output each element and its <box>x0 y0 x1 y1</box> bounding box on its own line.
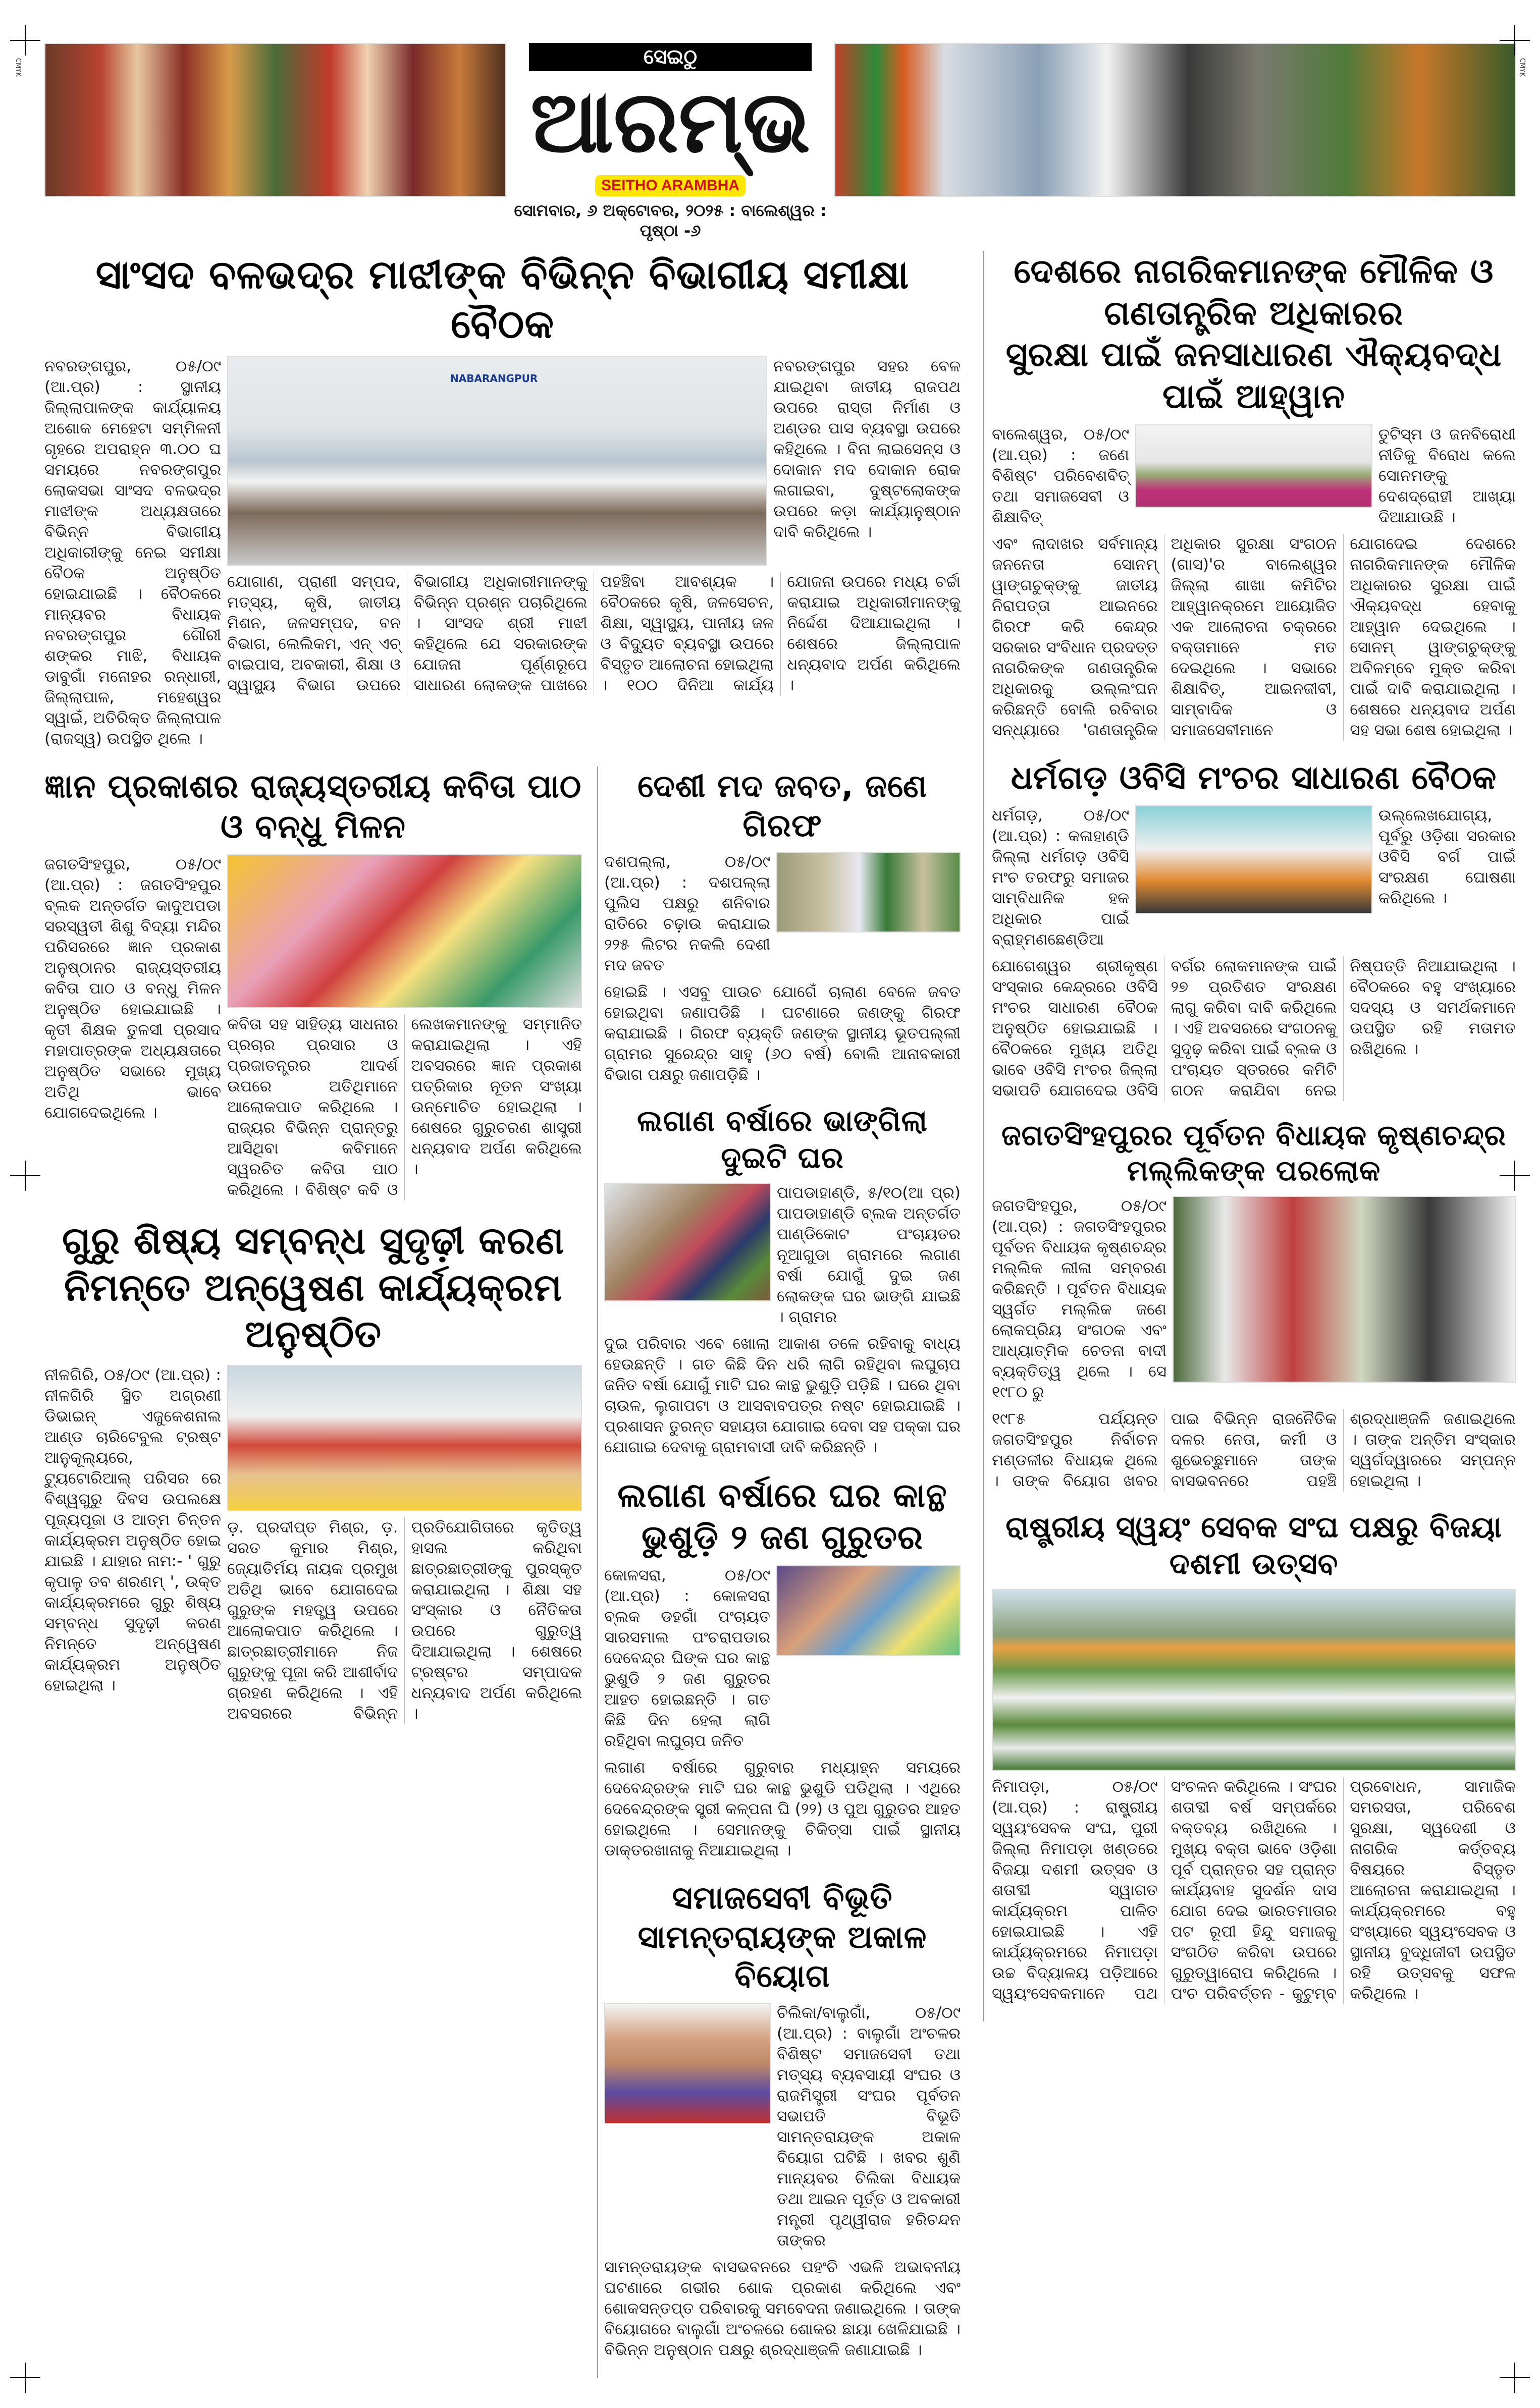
article-wall-collapse <box>604 1475 961 1861</box>
headline-rss-vijaya-dashami: ରାଷ୍ଟ୍ରୀୟ ସ୍ୱୟଂ ସେବକ ସଂଘ ପକ୍ଷରୁ ବିଜୟା ଦଶମୀ ଉତ୍ସବ <box>1005 1510 1502 1581</box>
article-body: ଧର୍ମଗଡ଼, ୦୫/୦୯ (ଆ.ପ୍ର) : କଳାହାଣ୍ଡି ଜିଲ୍ଲା ଧର୍ମଗଡ଼ ଓବିସି ମଂଚ ତରଫରୁ ସମାଜର ସାମ୍ବିଧାନିକ ହକ ଅଧିକାର ପାଇଁ ବ୍ରାହ୍ମଣଛେଣ୍ଡିଆ <box>992 806 1129 949</box>
photo-meeting <box>227 356 767 566</box>
photo-social-worker <box>604 2003 771 2124</box>
article-body: ଦଶପଲ୍ଲା, ୦୫/୦୯ (ଆ.ପ୍ର) : ଦଶପଲ୍ଲା ପୁଲିସ ପକ୍ଷରୁ ଶନିବାର ରାତିରେ ଚଢ଼ାଉ କରାଯାଇ ୨୨୫ ଲିଟର ନକଲି ଦେଶୀ ମଦ ଜବତ <box>604 853 770 974</box>
registration-mark <box>10 2363 40 2393</box>
headline-mp-review: ସାଂସଦ ବଳଭଦ୍ର ମାଝୀଙ୍କ ବିଭିନ୍ନ ବିଭାଗୀୟ ସମୀକ୍ଷା ବୈଠକ <box>95 252 910 347</box>
headline-democratic-rights-1: ଦେଶରେ ନାଗରିକମାନଙ୍କ ମୌଳିକ ଓ ଗଣତାନ୍ତ୍ରିକ ଅଧିକାରର <box>1014 252 1494 333</box>
registration-mark <box>10 25 40 56</box>
article-rss-vijaya-dashami <box>992 1509 1516 2004</box>
photo-collapsed-house <box>604 1183 771 1301</box>
registration-label: CMYK <box>14 58 22 77</box>
headline-former-mla: ଜଗତସିଂହପୁରର ପୂର୍ବତନ ବିଧାୟକ କୃଷ୍ଣଚନ୍ଦ୍ର ମଲ୍ଲିକଙ୍କ ପରଲୋକ <box>1001 1119 1507 1187</box>
photo-rss-gathering <box>992 1589 1516 1771</box>
headline-democratic-rights-2: ସୁରକ୍ଷା ପାଇଁ ଜନସାଧାରଣ ଐକ୍ୟବଦ୍ଧ ପାଇଁ ଆହ୍ୱାନ <box>1005 335 1502 416</box>
masthead-photo-left <box>44 43 506 197</box>
article-democratic-rights <box>992 251 1516 741</box>
article-body: ତୁଟିସ୍ମ ଓ ଜନବିରୋଧୀ ନୀତିକୁ ବିରୋଧ କଲେ ସୋନମଙ୍କୁ ଦେଶଦ୍ରୋହୀ ଆଖ୍ୟା ଦିଆଯାଉଛି । <box>1378 425 1516 526</box>
article-guru-shishya <box>44 1218 582 1724</box>
dateline: ସୋମବାର, ୬ ଅକ୍ଟୋବର, ୨୦୨୫ : ବାଲେଶ୍ୱର : ପୃଷ୍ଠା -୬ <box>514 201 827 240</box>
article-body: ଉଲ୍ଲେଖଯୋଗ୍ୟ, ପୂର୍ବରୁ ଓଡ଼ିଶା ସରକାର ଓବିସି ବର୍ଗ ପାଇଁ ସଂରକ୍ଷଣ ଘୋଷଣା କରିଥିଲେ । <box>1378 806 1516 907</box>
article-body: ଜଗତସିଂହପୁର, ୦୫/୦୯ (ଆ.ପ୍ର) : ଜଗତସିଂହପୁରର ପୂର୍ବତନ ବିଧାୟକ କୃଷ୍ଣଚନ୍ଦ୍ର ମଲ୍ଲିକ ଲୀଳା ସମ୍ବରଣ କରିଛନ୍ତି । ପୂର୍ବତନ ବିଧାୟକ ସ୍ୱର୍ଗତ ମଲ୍ଲିକ ଜଣେ ଲୋକପ୍ରିୟ ସଂଗଠକ ଏବଂ ଆଧ୍ୟାତ୍ମିକ ଚେତନା ବାଦୀ ବ୍ୟକ୍ତିତ୍ୱ ଥିଲେ । ସେ ୧୯୮୦ ରୁ <box>992 1197 1166 1401</box>
article-body: ଏବଂ ଲାଦାଖର ସର୍ବମାନ୍ୟ ଜନନେତା ସୋନମ୍ ୱାଙ୍ଗଚୁକ୍‌ଙ୍କୁ ଜାତୀୟ ନିରାପତ୍ତା ଆଇନରେ ଗିରଫ କରି କେନ୍ଦ୍ର ସରକାର ସଂବିଧାନ ପ୍ରଦତ୍ତ ନାଗରିକଙ୍କ ଗଣତାନ୍ତ୍ରିକ ଅଧିକାରକୁ ଉଲ୍ଲଂଘନ କରିଛନ୍ତି ବୋଲି ରବିବାର ସନ୍ଧ୍ୟାରେ 'ଗଣତାନ୍ତ୍ରିକ ଅଧିକାର ସୁରକ୍ଷା ସଂଗଠନ (ଗାସ)'ର ବାଲେଶ୍ୱର ଜିଲ୍ଲା ଶାଖା କମିଟିର ଆହ୍ୱାନକ୍ରମେ ଆୟୋଜିତ ଏକ ଆଲୋଚନା ଚକ୍ରରେ ବକ୍ତାମାନେ ମତ ଦେଇଥିଲେ । ସଭାରେ ଶିକ୍ଷାବିତ୍‌, ଆଇନଜୀବୀ, ସାମ୍ବାଦିକ ଓ ସମାଜସେବୀମାନେ ଯୋଗଦେଇ ଦେଶରେ ନାଗରିକମାନଙ୍କ ମୌଳିକ ଅଧିକାରର ସୁରକ୍ଷା ପାଇଁ ଐକ୍ୟବଦ୍ଧ ହେବାକୁ ଆହ୍ୱାନ ଦେଇଥିଲେ । ସୋନମ୍ ୱାଙ୍ଗଚୁକ୍‌ଙ୍କୁ ଅବିଳମ୍ବେ ମୁକ୍ତ କରିବା ପାଇଁ ଦାବି କରାଯାଇଥିଲା । ଶେଷରେ ଧନ୍ୟବାଦ ଅର୍ପଣ ସହ ସଭା ଶେଷ ହୋଇଥିଲା । <box>992 535 1516 739</box>
photo-injured-child <box>776 1565 961 1656</box>
registration-mark <box>1500 2363 1530 2393</box>
article-body: ଦୁଇ ପରିବାର ଏବେ ଖୋଲା ଆକାଶ ତଳେ ରହିବାକୁ ବାଧ୍ୟ ହେଉଛନ୍ତି । ଗତ କିଛି ଦିନ ଧରି ଲାଗି ରହିଥିବା ଲଘୁଚାପ ଜନିତ ବର୍ଷା ଯୋଗୁଁ ମାଟି ଘର କାନ୍ଥ ଭୁଶୁଡ଼ି ପଡ଼ିଛି । ଘରେ ଥିବା ଚାଉଳ, ଲୁଗାପଟା ଓ ଆସବାବପତ୍ର ନଷ୍ଟ ହୋଇଯାଇଛି । ପ୍ରଶାସନ ତୁରନ୍ତ ସହାୟତା ଯୋଗାଇ ଦେବା ସହ ପକ୍କା ଘର ଯୋଗାଇ ଦେବାକୁ ଗ୍ରାମବାସୀ ଦାବି କରିଛନ୍ତି । <box>604 1335 961 1456</box>
page-body <box>0 251 1540 2408</box>
article-body: ଜଗତସିଂହପୁର, ୦୫/୦୯ (ଆ.ପ୍ର) : ଜଗତସିଂହପୁର ବ୍ଲକ ଅନ୍ତର୍ଗତ କାଦୁଅପଡା ସରସ୍ୱତୀ ଶିଶୁ ବିଦ୍ୟା ମନ୍ଦିର ପରିସରରେ ଜ୍ଞାନ ପ୍ରକାଶ ଅନୁଷ୍ଠାନର ରାଜ୍ୟସ୍ତରୀୟ କବିତା ପାଠ ଓ ବନ୍ଧୁ ମିଳନ ଅନୁଷ୍ଠିତ ହୋଇଯାଇଛି । କୃତୀ ଶିକ୍ଷକ ତୁଳସୀ ପ୍ରସାଦ ମହାପାତ୍ରଙ୍କ ଅଧ୍ୟକ୍ଷତାରେ ଅନୁଷ୍ଠିତ ସଭାରେ ମୁଖ୍ୟ ଅତିଥି ଭାବେ ଯୋଗଦେଇଥିଲେ । <box>44 855 221 1122</box>
left-zone <box>44 251 961 2378</box>
registration-label: CMYK <box>1518 58 1526 77</box>
article-body: ଲଗାଣ ବର୍ଷାରେ ଗୁରୁବାର ମଧ୍ୟାହ୍ନ ସମୟରେ ଦେବେନ୍ଦ୍ରଙ୍କ ମାଟି ଘର କାନ୍ଥ ଭୁଶୁଡି ପଡିଥିଲା । ଏଥିରେ ଦେବେନ୍ଦ୍ରଙ୍କ ସ୍ତ୍ରୀ କଳ୍ପନା ଘି (୨୨) ଓ ପୁଅ ଗୁରୁତର ଆହତ ହୋଇଥିଲେ । ସେମାନଙ୍କୁ ଚିକିତ୍ସା ପାଇଁ ସ୍ଥାନୀୟ ଡାକ୍ତରଖାନାକୁ ନିଆଯାଇଥିଲା । <box>604 1759 961 1859</box>
article-rain-houses <box>604 1103 961 1458</box>
registration-mark <box>10 1161 40 1191</box>
article-body: ନବରଙ୍ଗପୁର, ୦୫/୦୯ (ଆ.ପ୍ର) : ସ୍ଥାନୀୟ ଜିଲ୍ଲାପାଳଙ୍କ କାର୍ଯ୍ୟାଳୟ ଅଶୋକ ମେହେଟା ସମ୍ମିଳନୀ ଗୃହରେ ଅପରାହ୍ନ ୩.୦୦ ଘ ସମୟରେ ନବରଙ୍ଗପୁର ଲୋକସଭା ସାଂସଦ ବଳଭଦ୍ର ମାଝୀଙ୍କ ଅଧ୍ୟକ୍ଷତାରେ ବିଭିନ୍ନ ବିଭାଗୀୟ ଅଧିକାରୀଙ୍କୁ ନେଇ ସମୀକ୍ଷା ବୈଠକ ଅନୁଷ୍ଠିତ ହୋଇଯାଇଛି । ବୈଠକରେ ମାନ୍ୟବର ବିଧାୟକ ନବରଙ୍ଗପୁର ଗୌରୀ ଶଙ୍କର ମାଝି, ବିଧାୟକ ଡାବୁଗାଁ ମନୋହର ରନ୍ଧାରୀ, ଜିଲ୍ଲାପାଳ, ମହେଶ୍ୱର ସ୍ୱାଇଁ, ଅତିରିକ୍ତ ଜିଲ୍ଲାପାଳ (ରାଜସ୍ୱ) ଉପସ୍ଥିତ ଥିଲେ । <box>44 357 221 748</box>
article-body: ବାଲେଶ୍ୱର, ୦୫/୦୯ (ଆ.ପ୍ର) : ଜଣେ ବିଶିଷ୍ଟ ପରିବେଶବିତ୍‌ ତଥା ସମାଜସେବୀ ଓ ଶିକ୍ଷାବିତ୍‌ <box>992 425 1129 526</box>
masthead-logo <box>511 43 829 241</box>
logo-title: ଆରମ୍ଭ <box>530 71 811 172</box>
photo-poetry-event <box>227 854 582 1008</box>
photo-former-mla <box>1173 1196 1516 1383</box>
photo-meeting-balasore <box>1135 424 1372 508</box>
photo-obc-meeting <box>1135 805 1372 914</box>
headline-guru-shishya-2: ନିମନ୍ତେ ଅନ୍ୱେଷଣ କାର୍ଯ୍ୟକ୍ରମ ଅନୁଷ୍ଠିତ <box>64 1266 563 1356</box>
article-body: ୧୯୮୫ ପର୍ଯ୍ୟନ୍ତ ଜଗତସିଂହପୁର ନିର୍ବାଚନ ମଣ୍ଡଳୀର ବିଧାୟକ ଥିଲେ । ତାଙ୍କ ବିୟୋଗ ଖବର ପାଇ ବିଭିନ୍ନ ରାଜନୈତିକ ଦଳର ନେତା, କର୍ମୀ ଓ ଶୁଭେଚ୍ଛୁମାନେ ତାଙ୍କ ବାସଭବନରେ ପହଞ୍ଚି ଶ୍ରଦ୍ଧାଞ୍ଜଳି ଜଣାଇଥିଲେ । ତାଙ୍କ ଅନ୍ତିମ ସଂସ୍କାର ସ୍ୱର୍ଗଦ୍ୱାରରେ ସମ୍ପନ୍ନ ହୋଇଥିଲା । <box>992 1410 1516 1490</box>
article-body: ନବରଙ୍ଗପୁର ସହର ବେଳ ଯାଇଥିବା ଜାତୀୟ ରାଜପଥ ଉପରେ ରାସ୍ତା ନିର୍ମାଣ ଓ ଅଣ୍ଡର ପାସ ବ୍ୟବସ୍ଥା ଉପରେ କହିଥିଲେ । ବିନା ଲାଇସେନ୍ସ ଓ ଦୋକାନ ମଦ ଦୋକାନ ରୋକ ଲଗାଇବା, ଦୁଷ୍ଟଲୋକଙ୍କ ଉପରେ କଡ଼ା କାର୍ଯ୍ୟାନୁଷ୍ଠାନ ଦାବି କରିଥିଲେ । <box>773 357 961 541</box>
photo-guru-event <box>227 1365 582 1511</box>
logo-english-badge: SEITHO ARAMBHA <box>595 175 746 196</box>
masthead <box>0 0 1540 251</box>
photo-police-arrest <box>776 852 961 933</box>
article-poetry-meet <box>44 767 582 1200</box>
article-body: ନୀଳଗିରି, ୦୫/୦୯ (ଆ.ପ୍ର) : ନୀଳଗିରି ସ୍ଥିତ ଅଗ୍ରଣୀ ଡିଭାଇନ୍ ଏଜୁକେଶନାଲ ଆଣ୍ଡ ଚାରିଟେବୁଲ ଟ୍ରଷ୍ଟ ଆନୁକୂଲ୍ୟରେ, ଟ୍ୟୁଟୋରିଆଲ୍ ପରିସର ରେ ବିଶ୍ୱଗୁରୁ ଦିବସ ଉପଲକ୍ଷେ ପୂଜ୍ୟପୂଜା ଓ ଆତ୍ମ ଚିନ୍ତନ କାର୍ଯ୍ୟକ୍ରମ ଅନୁଷ୍ଠିତ ହୋଇ ଯାଇଛି । ଯାହାର ନାମ:- ' ଗୁରୁ କୃପାଳୁ ତବ ଶରଣମ୍ ', ଉକ୍ତ କାର୍ଯ୍ୟକ୍ରମରେ ଗୁରୁ ଶିଷ୍ୟ ସମ୍ବନ୍ଧ ସୁଦୃଢ଼ୀ କରଣ ନିମନ୍ତେ ଅନ୍ୱେଷଣ କାର୍ଯ୍ୟକ୍ରମ ଅନୁଷ୍ଠିତ ହୋଇଥିଲା । <box>44 1365 221 1694</box>
headline-guru-shishya-1: ଗୁରୁ ଶିଷ୍ୟ ସମ୍ବନ୍ଧ ସୁଦୃଢ଼ୀ କରଣ <box>62 1219 565 1263</box>
headline-poetry-meet: ଜ୍ଞାନ ପ୍ରକାଶର ରାଜ୍ୟସ୍ତରୀୟ କବିତା ପାଠ ଓ ବନ୍ଧୁ ମିଳନ <box>44 768 582 846</box>
headline-obc-meeting: ଧର୍ମଗଡ଼ ଓବିସି ମଂଚର ସାଧାରଣ ବୈଠକ <box>1011 759 1497 797</box>
article-body: ଡ଼. ପ୍ରଦୀପ୍ତ ମିଶ୍ର, ଡ଼. ସରତ କୁମାର ମିଶ୍ର, ଜ୍ୟୋତିର୍ମୟ ନାୟକ ପ୍ରମୁଖ ଅତିଥି ଭାବେ ଯୋଗଦେଇ ଗୁରୁଙ୍କ ମହତ୍ତ୍ୱ ଉପରେ ଆଲୋକପାତ କରିଥିଲେ । ଛାତ୍ରଛାତ୍ରୀମାନେ ନିଜ ଗୁରୁଙ୍କୁ ପୂଜା କରି ଆଶୀର୍ବାଦ ଗ୍ରହଣ କରିଥିଲେ । ଏହି ଅବସରରେ ବିଭିନ୍ନ ପ୍ରତିଯୋଗିତାରେ କୃତିତ୍ୱ ହାସଲ କରିଥିବା ଛାତ୍ରଛାତ୍ରୀଙ୍କୁ ପୁରସ୍କୃତ କରାଯାଇଥିଲା । ଶିକ୍ଷା ସହ ସଂସ୍କାର ଓ ନୈତିକତା ଉପରେ ଗୁରୁତ୍ୱ ଦିଆଯାଇଥିଲା । ଶେଷରେ ଟ୍ରଷ୍ଟର ସମ୍ପାଦକ ଧନ୍ୟବାଦ ଅର୍ପଣ କରିଥିଲେ । <box>227 1518 582 1723</box>
headline-rain-houses: ଲଗାଣ ବର୍ଷାରେ ଭାଙ୍ଗିଲା ଦୁଇଟି ଘର <box>636 1104 928 1175</box>
article-body: ଯୋଗେଶ୍ୱର ଶ୍ରୀକୃଷ୍ଣ ସଂସ୍କାର କେନ୍ଦ୍ରରେ ଓବିସି ମଂଚର ସାଧାରଣ ବୈଠକ ଅନୁଷ୍ଠିତ ହୋଇଯାଇଛି । ବୈଠକରେ ମୁଖ୍ୟ ଅତିଥି ଭାବେ ଓବିସି ମଂଚର ଜିଲ୍ଲା ସଭାପତି ଯୋଗଦେଇ ଓବିସି ବର୍ଗର ଲୋକମାନଙ୍କ ପାଇଁ ୨୭ ପ୍ରତିଶତ ସଂରକ୍ଷଣ ଲାଗୁ କରିବା ଦାବି କରିଥିଲେ । ଏହି ଅବସରରେ ସଂଗଠନକୁ ସୁଦୃଢ଼ କରିବା ପାଇଁ ବ୍ଲକ ଓ ପଂଚାୟତ ସ୍ତରରେ କମିଟି ଗଠନ କରାଯିବା ନେଇ ନିଷ୍ପତ୍ତି ନିଆଯାଇଥିଲା । ବୈଠକରେ ବହୁ ସଂଖ୍ୟାରେ ସଦସ୍ୟ ଓ ସମର୍ଥକମାନେ ଉପସ୍ଥିତ ରହି ମତାମତ ରଖିଥିଲେ । <box>992 957 1516 1100</box>
registration-mark <box>1500 25 1530 56</box>
article-mp-review <box>44 251 961 749</box>
headline-liquor-seized: ଦେଶୀ ମଦ ଜବତ, ଜଣେ ଗିରଫ <box>638 768 927 844</box>
headline-social-worker-1: ସମାଜସେବୀ ବିଭୂତି <box>672 1879 893 1916</box>
article-body: କୋଳସରା, ୦୫/୦୯ (ଆ.ପ୍ର) : କୋଳସରା ବ୍ଲକ ଡହଗାଁ ପଂଚାୟତ ସାରସମାଲ ପଂଚରାପଡାର ଦେବେନ୍ଦ୍ର ଘିଙ୍କ ଘର କାନ୍ଥ ଭୁଶୁଡି ୨ ଜଣ ଗୁରୁତର ଆହତ ହୋଇଛନ୍ତି । ଗତ କିଛି ଦିନ ହେଲା ଲାଗି ରହିଥିବା ଲଘୁଚାପ ଜନିତ <box>604 1566 770 1750</box>
article-body: ଯୋଗାଣ, ପ୍ରାଣୀ ସମ୍ପଦ, ମତ୍ସ୍ୟ, କୃଷି, ଜାତୀୟ ମିଶନ, ଜଳସମ୍ପଦ, ବନ ବିଭାଗ, ଲେଲିକମ, ଏନ୍‌ ଏଚ୍‌ ବାଇପାସ, ଅବକାରୀ, ଶିକ୍ଷା ଓ ସ୍ୱାସ୍ଥ୍ୟ ବିଭାଗ ଉପରେ ବିଭାଗୀୟ ଅଧିକାରୀମାନଙ୍କୁ ବିଭିନ୍ନ ପ୍ରଶ୍ନ ପଚାରିଥିଲେ । ସାଂସଦ ଶ୍ରୀ ମାଝୀ କହିଥିଲେ ଯେ ସରକାରଙ୍କ ଯୋଜନା ପୂର୍ଣ୍ଣରୂପେ ସାଧାରଣ ଲୋକଙ୍କ ପାଖରେ ପହଞ୍ଚିବା ଆବଶ୍ୟକ । ବୈଠକରେ କୃଷି, ଜଳସେଚନ, ଶିକ୍ଷା, ସ୍ୱାସ୍ଥ୍ୟ, ପାନୀୟ ଜଳ ଓ ବିଦ୍ୟୁତ ବ୍ୟବସ୍ଥା ଉପରେ ବିସ୍ତୃତ ଆଲୋଚନା ହୋଇଥିଲା । ୧୦୦ ଦିନିଆ କାର୍ଯ୍ୟ ଯୋଜନା ଉପରେ ମଧ୍ୟ ଚର୍ଚ୍ଚା କରାଯାଇ ଅଧିକାରୀମାନଙ୍କୁ ନିର୍ଦ୍ଦେଶ ଦିଆଯାଇଥିଲା । ଶେଷରେ ଜିଲ୍ଲାପାଳ ଧନ୍ୟବାଦ ଅର୍ପଣ କରିଥିଲେ । <box>227 573 961 694</box>
registration-mark <box>1500 1161 1530 1191</box>
logo-prefix-bar: ସେଇଠୁ <box>529 43 812 71</box>
article-body: ହୋଇଛି । ଏସବୁ ପାଉଚ ଯୋଗେଁ ଚାଲାଣ ବେଳେ ଜବତ ହୋଇଥିବା ଜଣାପଡିଛି । ଘଟଣାରେ ଜଣଙ୍କୁ ଗିରଫ କରାଯାଇଛି । ଗିରଫ ବ୍ୟକ୍ତି ଜଣଙ୍କ ସ୍ଥାନୀୟ ଭୂତପଲ୍ଲୀ ଗ୍ରାମର ସୁରେନ୍ଦ୍ର ସାହୁ (୬୦ ବର୍ଷ) ବୋଲି ଆନାବକାରୀ ବିଭାଗ ପକ୍ଷରୁ ଜଣାପଡ଼ିଛି । <box>604 983 961 1084</box>
left-subcolumn <box>44 767 582 1741</box>
article-body: କବିତା ସହ ସାହିତ୍ୟ ସାଧନାର ପ୍ରଚାର ପ୍ରସାର ଓ ପ୍ରଜାତନ୍ତ୍ରର ଆଦର୍ଶ ଉପରେ ଅତିଥିମାନେ ଆଲୋକପାତ କରିଥିଲେ । ରାଜ୍ୟର ବିଭିନ୍ନ ପ୍ରାନ୍ତରୁ ଆସିଥିବା କବିମାନେ ସ୍ୱରଚିତ କବିତା ପାଠ କରିଥିଲେ । ବିଶିଷ୍ଟ କବି ଓ ଲେଖକମାନଙ୍କୁ ସମ୍ମାନିତ କରାଯାଇଥିଲା । ଏହି ଅବସରରେ ଜ୍ଞାନ ପ୍ରକାଶ ପତ୍ରିକାର ନୂତନ ସଂଖ୍ୟା ଉନ୍ମୋଚିତ ହୋଇଥିଲା । ଶେଷରେ ଗୁରୁଚରଣ ଶାସ୍ତ୍ରୀ ଧନ୍ୟବାଦ ଅର୍ପଣ କରିଥିଲେ । <box>227 1015 582 1199</box>
article-body: ସାମନ୍ତରାୟଙ୍କ ବାସଭବନରେ ପହଂଚି ଏଭଳି ଅଭାବନୀୟ ଘଟଣାରେ ଗଭୀର ଶୋକ ପ୍ରକାଶ କରିଥିଲେ ଏବଂ ଶୋକସନ୍ତପ୍ତ ପରିବାରକୁ ସମବେଦନା ଜଣାଇଥିଲେ । ତାଙ୍କ ବିୟୋଗରେ ବାଲୁଗାଁ ଅଂଚଳରେ ଶୋକର ଛାୟା ଖେଳିଯାଇଛି । ବିଭିନ୍ନ ଅନୁଷ୍ଠାନ ପକ୍ଷରୁ ଶ୍ରଦ୍ଧାଞ୍ଜଳି ଜଣାଯାଇଛି । <box>604 2258 961 2359</box>
article-social-worker <box>604 1878 961 2361</box>
headline-social-worker-2: ସାମନ୍ତରାୟଙ୍କ ଅକାଳ ବିୟୋଗ <box>638 1918 927 1994</box>
article-body: ଚିଲିକା/ବାଲୁଗାଁ, ୦୫/୦୯ (ଆ.ପ୍ର) : ବାଲୁଗାଁ ଅଂଚଳର ବିଶିଷ୍ଟ ସମାଜସେବୀ ତଥା ମତ୍ସ୍ୟ ବ୍ୟବସାୟୀ ସଂଘର ଓ ରାଜମିସ୍ତ୍ରୀ ସଂଘର ପୂର୍ବତନ ସଭାପତି ବିଭୂତି ସାମନ୍ତରାୟଙ୍କ ଅକାଳ ବିୟୋଗ ଘଟିଛି । ଖବର ଶୁଣି ମାନ୍ୟବର ଚିଲିକା ବିଧାୟକ ତଥା ଆଇନ ପୂର୍ତ୍ତ ଓ ଅବକାରୀ ମନ୍ତ୍ରୀ ପୃଥ୍ୱୀରାଜ ହରିଚନ୍ଦନ ତାଙ୍କର <box>777 2003 961 2250</box>
photo-banner: NABARANGPUR <box>450 372 538 385</box>
article-body: ପାପଡାହାଣ୍ଡି, ୫/୧୦(ଆ ପ୍ର) ପାପଡାହାଣ୍ଡି ବ୍ଲକ ଅନ୍ତର୍ଗତ ପାଣ୍ଡିକୋଟ ପଂଚାୟତର ନୂଆଗୁଡା ଗ୍ରାମରେ ଲଗାଣ ବର୍ଷା ଯୋଗୁଁ ଦୁଇ ଜଣ ଲୋକଙ୍କ ଘର ଭାଙ୍ଗି ଯାଇଛି । ଗ୍ରାମର <box>777 1184 961 1326</box>
article-obc-meeting <box>992 758 1516 1101</box>
masthead-photo-right <box>834 43 1516 197</box>
middle-subcolumn <box>597 767 961 2378</box>
right-zone <box>983 251 1516 2021</box>
article-body: ନିମାପଡ଼ା, ୦୫/୦୯ (ଆ.ପ୍ର) : ରାଷ୍ଟ୍ରୀୟ ସ୍ୱୟଂସେବକ ସଂଘ, ପୁରୀ ଜିଲ୍ଲା ନିମାପଡ଼ା ଖଣ୍ଡରେ ବିଜୟା ଦଶମୀ ଉତ୍ସବ ଓ ଶତାବ୍ଦୀ ସ୍ୱାଗତ କାର୍ଯ୍ୟକ୍ରମ ପାଳିତ ହୋଇଯାଇଛି । ଏହି କାର୍ଯ୍ୟକ୍ରମରେ ନିମାପଡ଼ା ଉଚ୍ଚ ବିଦ୍ୟାଳୟ ପଡ଼ିଆରେ ସ୍ୱୟଂସେବକମାନେ ପଥ ସଂଚଳନ କରିଥିଲେ । ସଂଘର ଶତାବ୍ଦୀ ବର୍ଷ ସମ୍ପର୍କରେ ବକ୍ତବ୍ୟ ରଖିଥିଲେ । ମୁଖ୍ୟ ବକ୍ତା ଭାବେ ଓଡ଼ିଶା ପୂର୍ବ ପ୍ରାନ୍ତର ସହ ପ୍ରାନ୍ତ କାର୍ଯ୍ୟବାହ ସୁଦର୍ଶନ ଦାସ ଯୋଗ ଦେଇ ଭାରତମାତାର ପଟ ରୂପୀ ହିନ୍ଦୁ ସମାଜକୁ ସଂଗଠିତ କରିବା ଉପରେ ଗୁରୁତ୍ୱାରୋପ କରିଥିଲେ । ପଂଚ ପରିବର୍ତ୍ତନ - କୁଟୁମ୍ବ ପ୍ରବୋଧନ, ସାମାଜିକ ସମରସତା, ପରିବେଶ ସୁରକ୍ଷା, ସ୍ୱଦେଶୀ ଓ ନାଗରିକ କର୍ତ୍ତବ୍ୟ ବିଷୟରେ ବିସ୍ତୃତ ଆଲୋଚନା କରାଯାଇଥିଲା । କାର୍ଯ୍ୟକ୍ରମରେ ବହୁ ସଂଖ୍ୟାରେ ସ୍ୱୟଂସେବକ ଓ ସ୍ଥାନୀୟ ବୁଦ୍ଧିଜୀବୀ ଉପସ୍ଥିତ ରହି ଉତ୍ସବକୁ ସଫଳ କରିଥିଲେ । <box>992 1778 1516 2003</box>
headline-wall-collapse-2: ଭୁଶୁଡ଼ି ୨ ଜଣ ଗୁରୁତର <box>641 1517 924 1557</box>
headline-wall-collapse-1: ଲଗାଣ ବର୍ଷାରେ ଘର କାନ୍ଥ <box>617 1476 947 1515</box>
article-liquor-seized <box>604 767 961 1085</box>
article-former-mla <box>992 1118 1516 1492</box>
